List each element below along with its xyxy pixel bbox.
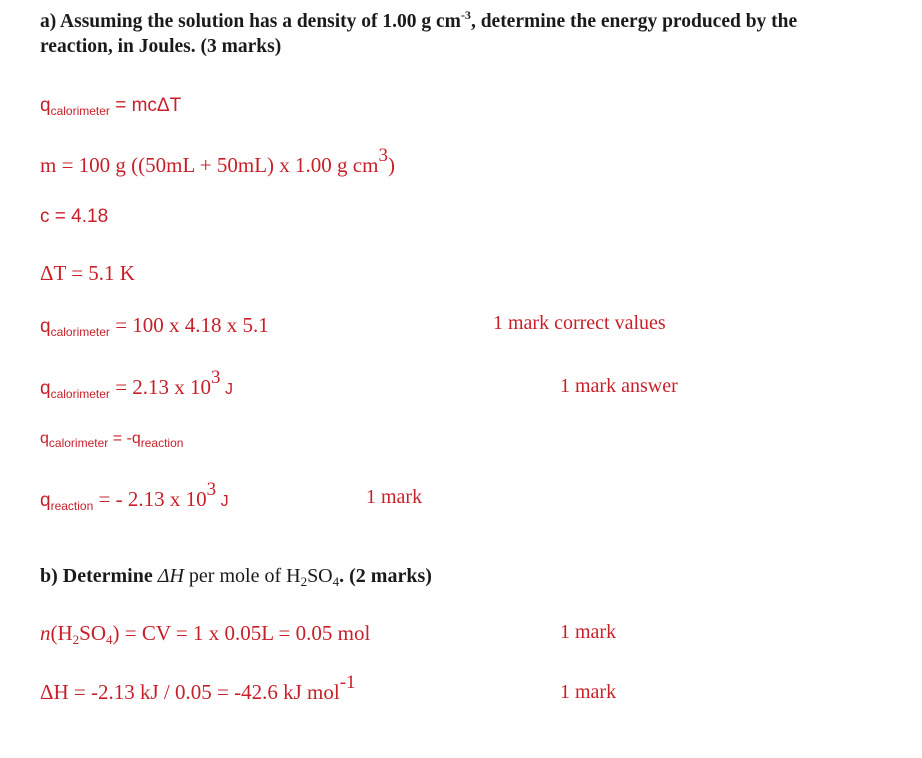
calorimeter-subscript: calorimeter [50,104,110,118]
q-symbol: q [40,378,51,399]
mark-correct-values: 1 mark correct values [493,312,666,334]
calorimeter-subscript: calorimeter [50,387,110,401]
cm-exponent: 3 [378,145,388,166]
so-text: SO [307,565,333,587]
q-symbol: q [40,316,51,337]
mol-exponent: -1 [339,672,356,693]
calorimeter-subscript: calorimeter [48,436,109,450]
part-b-marks: . (2 marks) [339,565,432,587]
specific-heat-line: c = 4.18 [40,206,109,227]
part-a-question [40,10,797,59]
part-b-question-mid: per mole of H [183,565,301,587]
moles-line [40,621,370,646]
reaction-subscript: reaction [140,436,184,450]
o4-subscript: 4 [106,632,113,647]
mass-line [40,145,395,178]
q-substitution-line [40,313,269,338]
q-relation-line [40,430,183,448]
moles-expression: ) = CV = 1 x 0.05L = 0.05 mol [112,621,371,645]
enthalpy-expression: ΔH = -2.13 kJ / 0.05 = -42.6 kJ mol [40,680,340,704]
reaction-subscript: reaction [50,499,94,513]
formula-q-equals-mct [40,92,181,117]
q-symbol: q [40,95,51,116]
mass-expression: m = 100 g ((50mL + 50mL) x 1.00 g cm [40,153,379,177]
enthalpy-line [40,672,356,705]
mass-close-paren: ) [387,153,395,177]
mark-moles: 1 mark [560,621,617,643]
mark-part-a-final: 1 mark [366,486,423,508]
mark-answer: 1 mark answer [560,375,678,397]
calorimeter-subscript: calorimeter [50,325,110,339]
q-result-exponent: 3 [211,367,221,388]
part-b-label: b) Determine [40,565,158,587]
part-a-question-line1: a) Assuming the solution has a density of 1.00 g cm [40,11,461,32]
delta-h-italic: ΔH [157,565,184,587]
relation-equals: = - [108,430,132,447]
q-reaction-exponent: 3 [206,479,217,500]
n-symbol: n [40,621,51,645]
h2-subscript: 2 [72,632,80,647]
q-reaction-unit: J [216,493,229,510]
q-symbol: q [40,490,51,511]
q-result-unit: J [220,381,233,398]
formula-open: (H [50,621,73,645]
q-reaction-line [40,479,229,513]
h2-subscript: 2 [300,574,308,589]
q-symbol-reaction: q [131,430,141,447]
part-a-question-line2: reaction, in Joules. (3 marks) [40,36,282,57]
substitution-rhs: = 100 x 4.18 x 5.1 [109,313,269,337]
temperature-change-line: ΔT = 5.1 K [40,261,135,285]
q-result-line [40,367,233,401]
mark-enthalpy: 1 mark [560,681,617,703]
so-text: SO [79,621,107,645]
o4-subscript: 4 [332,574,340,589]
part-a-question-line1-end: , determine the energy produced by the [470,11,798,32]
density-exponent: -3 [460,8,471,22]
part-b-question [40,564,432,590]
q-symbol: q [40,430,49,447]
q-result-value: = 2.13 x 10 [109,375,212,399]
formula-rhs: = mcΔT [109,95,182,116]
q-reaction-value: = - 2.13 x 10 [93,487,207,511]
